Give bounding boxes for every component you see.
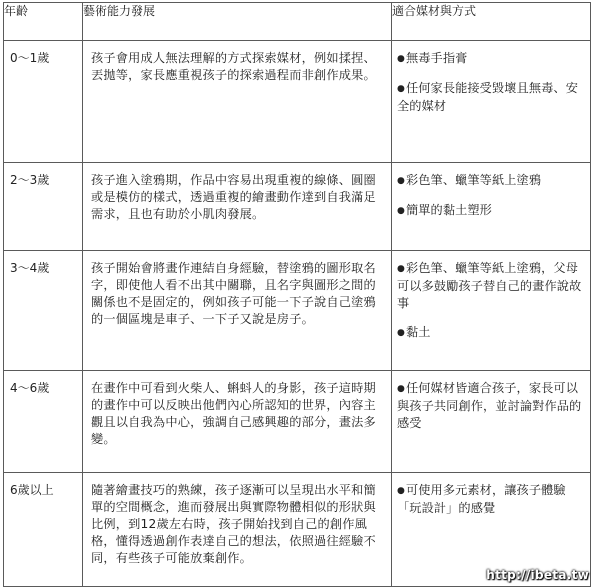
media-item-text: 黏土	[405, 325, 431, 339]
media-cell	[392, 163, 591, 251]
media-item-text: 簡單的黏土塑形	[405, 203, 492, 217]
media-list-item	[397, 260, 586, 312]
site-watermark: http://ibeta.tw	[486, 568, 589, 582]
bullet-icon: ●	[397, 328, 405, 338]
media-list-item	[397, 80, 586, 115]
media-item-text: 彩色筆、蠟筆等紙上塗鴉	[405, 173, 542, 187]
age-cell: 4～6歲	[4, 371, 83, 473]
table-body	[4, 41, 591, 587]
media-list-item	[397, 482, 586, 517]
ability-cell	[83, 473, 392, 587]
header-age: 年齡	[4, 3, 83, 41]
media-item-text: 可使用多元素材，讓孩子體驗「玩設計」的感覺	[397, 483, 566, 515]
ability-text: 在畫作中可看到火柴人、蝌蚪人的身影，孩子這時期的畫作中可以反映出他們內心所認知的世界，內容主觀且以自我為中心，強調自己感興趣的部分，畫法多變。	[91, 381, 376, 446]
media-item-text: 任何家長能接受毀壞且無毒、安全的媒材	[397, 81, 578, 113]
ability-cell	[83, 251, 392, 371]
table-row	[4, 41, 591, 163]
age-cell: 3～4歲	[4, 251, 83, 371]
media-cell	[392, 371, 591, 473]
table-row	[4, 251, 591, 371]
table-row	[4, 371, 591, 473]
media-item-text: 任何媒材皆適合孩子，家長可以與孩子共同創作，並討論對作品的感受	[397, 381, 582, 430]
ability-text: 孩子會用成人無法理解的方式探索媒材，例如揉捏、丟拋等，家長應重視孩子的探索過程而非創作成果。	[91, 51, 376, 82]
media-item-text: 無毒手指膏	[405, 51, 468, 65]
bullet-icon: ●	[397, 264, 405, 274]
header-ability: 藝術能力發展	[83, 3, 392, 41]
media-list-item	[397, 50, 586, 68]
ability-text: 孩子開始會將畫作連結自身經驗，替塗鴉的圖形取名字，即使他人看不出其中關聯，且名字與圖形之間的關係也不是固定的，例如孩子可能一下子說自己塗鴉的一個區塊是車子、一下子又說是房子。	[91, 261, 376, 326]
media-list-item	[397, 324, 586, 342]
bullet-icon: ●	[397, 84, 405, 94]
age-cell: 6歲以上	[4, 473, 83, 587]
media-list	[397, 380, 586, 432]
art-development-table	[3, 2, 591, 587]
media-list	[397, 50, 586, 115]
bullet-icon: ●	[397, 54, 405, 64]
media-list-item	[397, 202, 586, 220]
table-row	[4, 163, 591, 251]
bullet-icon: ●	[397, 384, 405, 394]
header-media: 適合媒材與方式	[392, 3, 591, 41]
ability-text: 隨著繪畫技巧的熟練，孩子逐漸可以呈現出水平和簡單的空間概念，進而發展出與實際物體相似的形狀與比例，到12歲左右時，孩子開始找到自己的創作風格，懂得透過創作表達自己的想法，依照過往經驗不同，有些孩子可能放棄創作。	[91, 483, 376, 565]
bullet-icon: ●	[397, 486, 405, 496]
bullet-icon: ●	[397, 176, 405, 186]
media-list-item	[397, 380, 586, 432]
age-cell: 2～3歲	[4, 163, 83, 251]
media-list	[397, 260, 586, 342]
media-list	[397, 482, 586, 517]
ability-cell	[83, 371, 392, 473]
media-cell	[392, 251, 591, 371]
ability-text: 孩子進入塗鴉期，作品中容易出現重複的線條、圓圈或是模仿的樣式，透過重複的繪畫動作達到自我滿足需求，且也有助於小肌肉發展。	[91, 173, 376, 221]
table-header-row	[4, 3, 591, 41]
media-list-item	[397, 172, 586, 190]
media-item-text: 彩色筆、蠟筆等紙上塗鴉，父母可以多鼓勵孩子替自己的畫作說故事	[397, 261, 582, 310]
ability-cell	[83, 41, 392, 163]
age-cell: 0～1歲	[4, 41, 83, 163]
ability-cell	[83, 163, 392, 251]
media-list	[397, 172, 586, 220]
media-cell	[392, 41, 591, 163]
bullet-icon: ●	[397, 206, 405, 216]
